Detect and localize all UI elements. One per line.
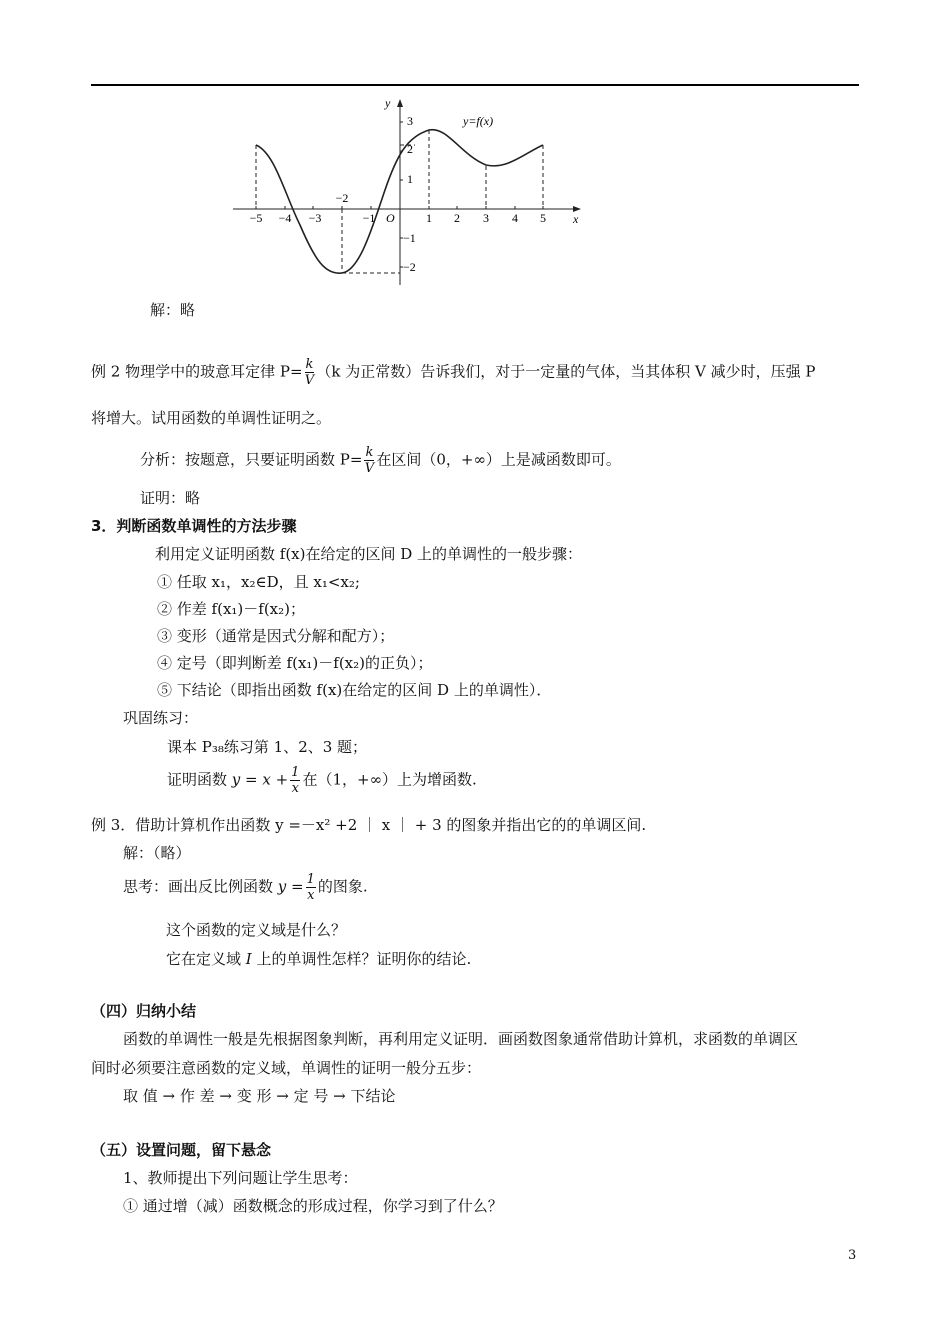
x-tick-label: 1 — [426, 211, 432, 225]
frac-num: 1 — [291, 765, 300, 780]
x-tick-label: 5 — [540, 211, 546, 225]
frac-den: x — [291, 781, 299, 796]
y-tick-label: 2 — [407, 142, 413, 156]
example-3-line: 例 3．借助计算机作出函数 y =－x² +2 ｜ x ｜ + 3 的图象并指出它的的单调区间. — [91, 816, 647, 834]
frac-num: k — [365, 445, 374, 460]
step-1: ① 任取 x₁，x₂∈D，且 x₁<x₂; — [157, 573, 360, 591]
x-tick-label: −4 — [278, 211, 292, 225]
example-2-prefix: 例 2 物理学中的玻意耳定律 P= — [91, 362, 303, 381]
x-axis-label: x — [573, 212, 579, 226]
section-5-title: （五）设置问题，留下悬念 — [91, 1141, 272, 1159]
question-2-i: I — [245, 950, 252, 968]
summary-line-1: 函数的单调性一般是先根据图象判断，再利用定义证明．画函数图象通常借助计算机，求函数的单调区 — [123, 1030, 799, 1048]
think-formula: y = — [277, 877, 304, 896]
section-3-title: 3．判断函数单调性的方法步骤 — [91, 517, 297, 535]
origin-label: O — [386, 211, 395, 225]
x-tick-label: −5 — [249, 211, 263, 225]
x-tick-label: 4 — [512, 211, 518, 225]
example-2-line2: 将增大。试用函数的单调性证明之。 — [91, 409, 332, 427]
practice-item-2-formula: y = x + — [231, 770, 289, 789]
analysis-line — [140, 446, 621, 475]
fraction-1-over-x — [290, 766, 300, 795]
practice-item-2 — [167, 766, 477, 795]
section-3-intro: 利用定义证明函数 f(x)在给定的区间 D 上的单调性的一般步骤： — [155, 545, 583, 563]
step-4: ④ 定号（即判断差 f(x₁)－f(x₂)的正负）； — [157, 654, 433, 672]
summary-steps: 取 值 → 作 差 → 变 形 → 定 号 → 下结论 — [123, 1087, 396, 1105]
question-2 — [166, 951, 471, 968]
frac-den: x — [307, 888, 315, 903]
page-number: 3 — [848, 1248, 857, 1263]
y-tick-label: −2 — [403, 260, 416, 274]
example-3-solution: 解：（略） — [123, 844, 191, 862]
y-tick-label: 3 — [407, 114, 413, 128]
think-suffix: 的图象. — [317, 877, 368, 896]
section-5-line-1: 1、教师提出下列问题让学生思考： — [123, 1169, 358, 1187]
y-tick-label: 1 — [407, 172, 413, 186]
example-2-suffix: （k 为正常数）告诉我们，对于一定量的气体，当其体积 V 减少时，压强 P — [316, 362, 816, 381]
think-line — [123, 873, 368, 902]
question-2-a: 它在定义域 — [166, 950, 242, 968]
summary-line-2: 间时必须要注意函数的定义域，单调性的证明一般分五步： — [91, 1059, 482, 1077]
section-5-line-2: ① 通过增（减）函数概念的形成过程，你学习到了什么？ — [123, 1197, 503, 1215]
x-tick-label: −1 — [362, 211, 376, 225]
practice-title: 巩固练习： — [123, 709, 199, 727]
x-tick-label: −3 — [308, 211, 322, 225]
step-3: ③ 变形（通常是因式分解和配方）； — [157, 627, 395, 645]
fraction-k-over-v-2 — [364, 446, 374, 475]
question-1: 这个函数的定义域是什么？ — [166, 921, 347, 939]
y-tick-label: −1 — [403, 231, 416, 245]
proof-line: 证明：略 — [140, 489, 201, 507]
fraction-k-over-v — [305, 358, 315, 387]
x-tick-label: 2 — [454, 211, 460, 225]
y-axis-label: y — [385, 96, 391, 110]
step-2: ② 作差 f(x₁)－f(x₂)； — [157, 600, 305, 618]
practice-item-1: 课本 P₃₈练习第 1、2、3 题； — [167, 738, 368, 756]
frac-den: V — [364, 461, 375, 476]
function-graph — [225, 95, 595, 290]
y-axis-arrow — [397, 99, 403, 107]
x-tick-label: −2 — [335, 191, 349, 205]
frac-num: 1 — [306, 872, 315, 887]
question-2-b: 上的单调性怎样？证明你的结论. — [256, 950, 472, 968]
example-2-line1 — [91, 358, 816, 387]
practice-item-2-suffix: 在（1，+∞）上为增函数. — [302, 770, 477, 789]
step-5: ⑤ 下结论（即指出函数 f(x)在给定的区间 D 上的单调性）． — [157, 681, 552, 699]
practice-item-2-prefix: 证明函数 — [167, 770, 228, 789]
analysis-prefix: 分析：按题意，只要证明函数 P= — [140, 450, 363, 469]
header-rule — [91, 84, 859, 86]
x-tick-label: 3 — [483, 211, 489, 225]
summary-title: （四）归纳小结 — [91, 1002, 197, 1020]
think-prefix: 思考：画出反比例函数 — [123, 877, 274, 896]
frac-den: V — [304, 373, 315, 388]
function-label: y=f(x) — [463, 114, 494, 128]
frac-num: k — [305, 357, 314, 372]
fraction-1-over-x-2 — [306, 873, 316, 902]
solution-1: 解：略 — [150, 301, 196, 319]
analysis-suffix: 在区间（0，+∞）上是减函数即可。 — [376, 450, 621, 469]
